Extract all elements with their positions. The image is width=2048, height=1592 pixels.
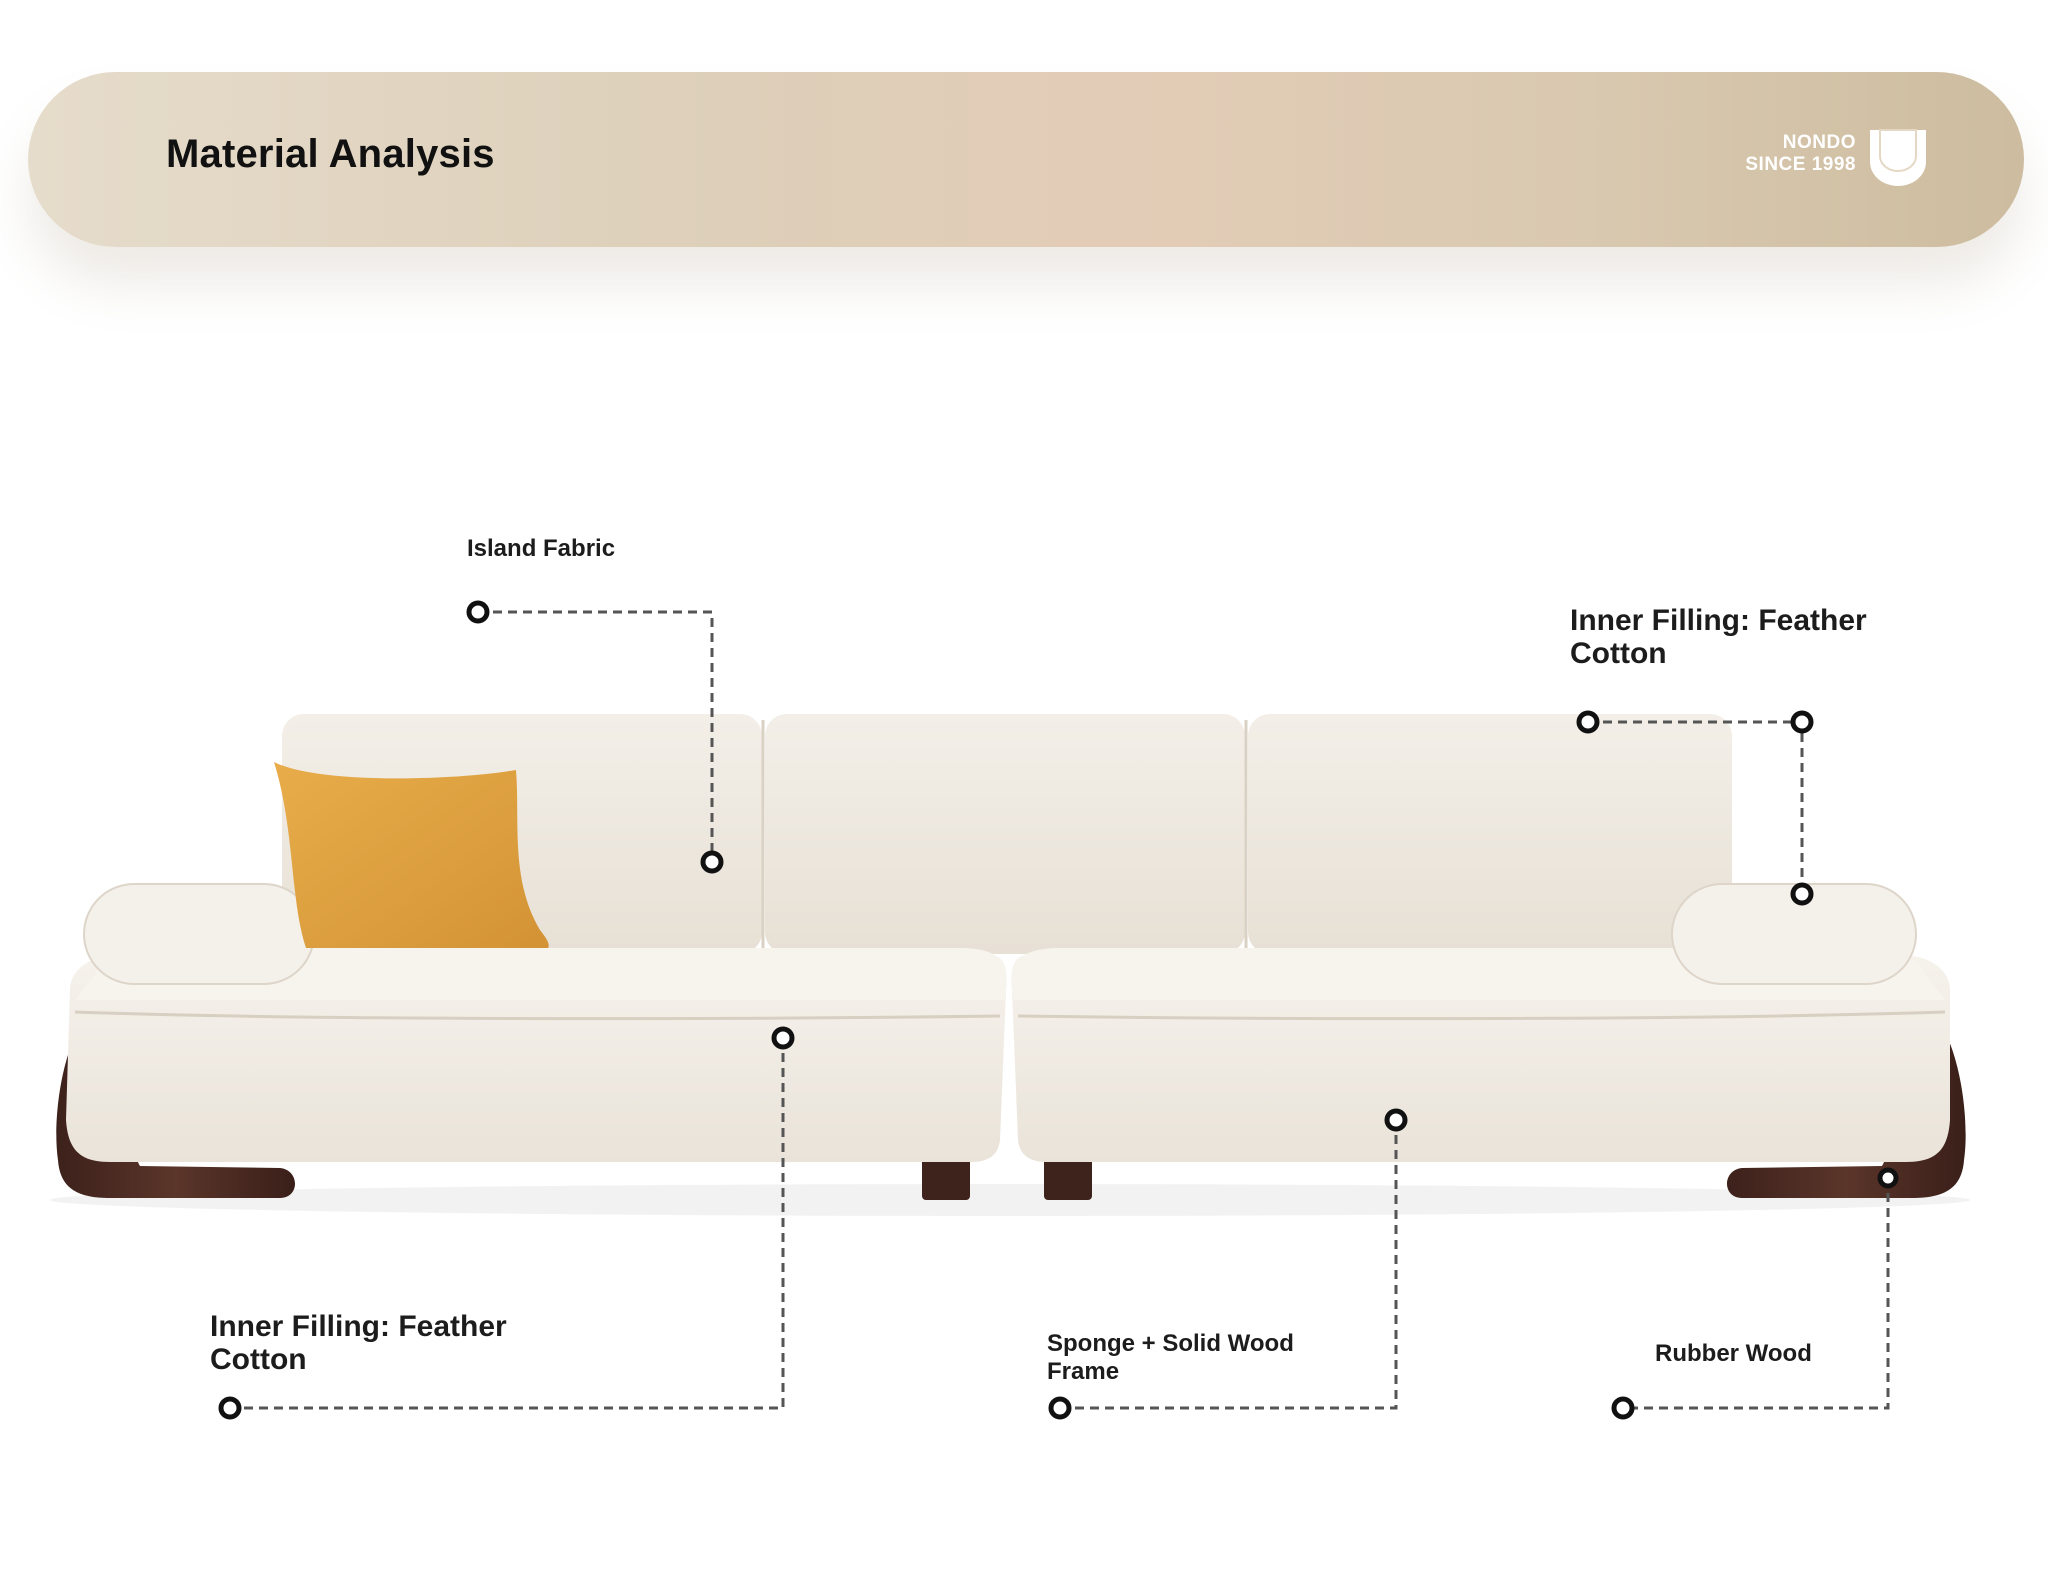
label-inner-filling-back: Inner Filling: Feather Cotton bbox=[1570, 604, 1867, 670]
brand-tagline: SINCE 1998 bbox=[1745, 154, 1856, 175]
callout-marker bbox=[774, 1029, 792, 1047]
callout-marker bbox=[1614, 1399, 1632, 1417]
label-island-fabric: Island Fabric bbox=[467, 535, 616, 562]
callout-marker bbox=[1387, 1111, 1405, 1129]
brand-name: NONDO bbox=[1782, 132, 1856, 153]
page-title: Material Analysis bbox=[166, 132, 495, 176]
label-sponge-wood-frame: Sponge + Solid Wood Frame bbox=[1047, 1330, 1294, 1385]
callout-marker bbox=[1051, 1399, 1069, 1417]
label-inner-filling-seat: Inner Filling: Feather Cotton bbox=[210, 1310, 507, 1376]
callout-marker bbox=[703, 853, 721, 871]
callout-marker bbox=[1793, 885, 1811, 903]
callout-marker bbox=[1880, 1170, 1896, 1186]
callout-marker bbox=[469, 603, 487, 621]
label-rubber-wood: Rubber Wood bbox=[1655, 1340, 1812, 1367]
callout-marker bbox=[1579, 713, 1597, 731]
callout-marker bbox=[1793, 713, 1811, 731]
callout-marker bbox=[221, 1399, 239, 1417]
